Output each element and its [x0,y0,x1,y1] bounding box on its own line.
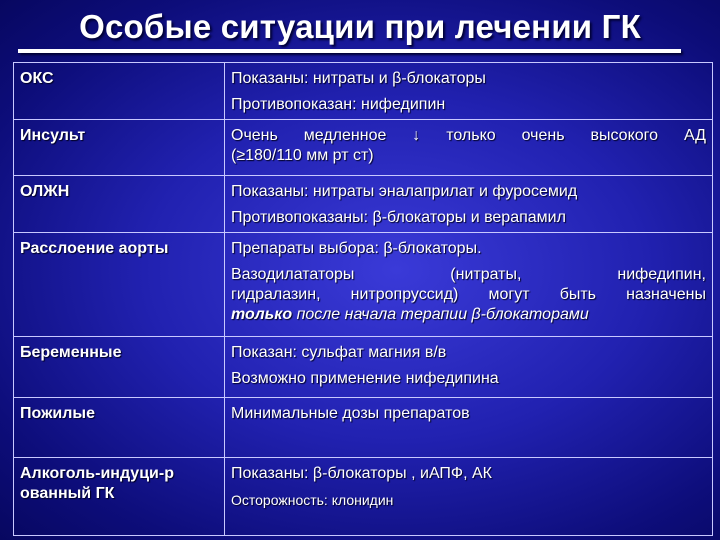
row-text-line: Возможно применение нифедипина [231,370,499,387]
table-row [14,458,713,536]
row-label: Беременные [14,337,225,398]
emphasis-bold: только [231,306,293,323]
row-text-line-emphasis [231,305,706,325]
row-content [225,63,713,120]
row-label: ОЛЖН [14,176,225,233]
row-label: Инсульт [14,120,225,176]
row-text-line: гидралазин, нитропруссид) могут быть назначены [231,286,706,303]
row-text-line: Показаны: нитраты и β-блокаторы [231,70,486,87]
slide-title: Особые ситуации при лечении ГК [79,8,641,45]
row-label: Пожилые [14,398,225,458]
row-label-line: ованный ГК [20,485,115,502]
row-text-line: Очень медленное ↓ только очень высокого АД [231,127,706,144]
title-underline [18,49,681,53]
table-row [14,176,713,233]
row-label: ОКС [14,63,225,120]
table-row [14,120,713,176]
row-text-line: Минимальные дозы препаратов [231,405,470,422]
row-content [225,458,713,536]
row-label: Расслоение аорты [14,233,225,337]
table-row [14,337,713,398]
row-label-line: Алкоголь-индуци-р [20,465,174,482]
row-content [225,398,713,458]
row-label [14,458,225,536]
table-row [14,63,713,120]
row-text-line: Вазодилататоры (нитраты, нифедипин, [231,266,706,283]
row-text-line: Показаны: β-блокаторы , иАПФ, АК [231,465,492,482]
row-content [225,176,713,233]
row-text-line: Осторожность: клонидин [231,492,394,508]
row-content [225,120,713,176]
emphasis-rest: после начала терапии β-блокаторами [296,306,589,323]
row-content [225,337,713,398]
row-text-line: Препараты выбора: β-блокаторы. [231,240,482,257]
row-content [225,233,713,337]
table-row [14,398,713,458]
row-text-line: Показаны: нитраты эналаприлат и фуросемид [231,183,578,200]
row-text-line: Противопоказаны: β-блокаторы и верапамил [231,209,566,226]
situations-table [13,62,713,536]
row-text-line: Показан: сульфат магния в/в [231,344,447,361]
row-text-line: Противопоказан: нифедипин [231,96,446,113]
table-row [14,233,713,337]
row-text-line: (≥180/110 мм рт ст) [231,147,374,164]
